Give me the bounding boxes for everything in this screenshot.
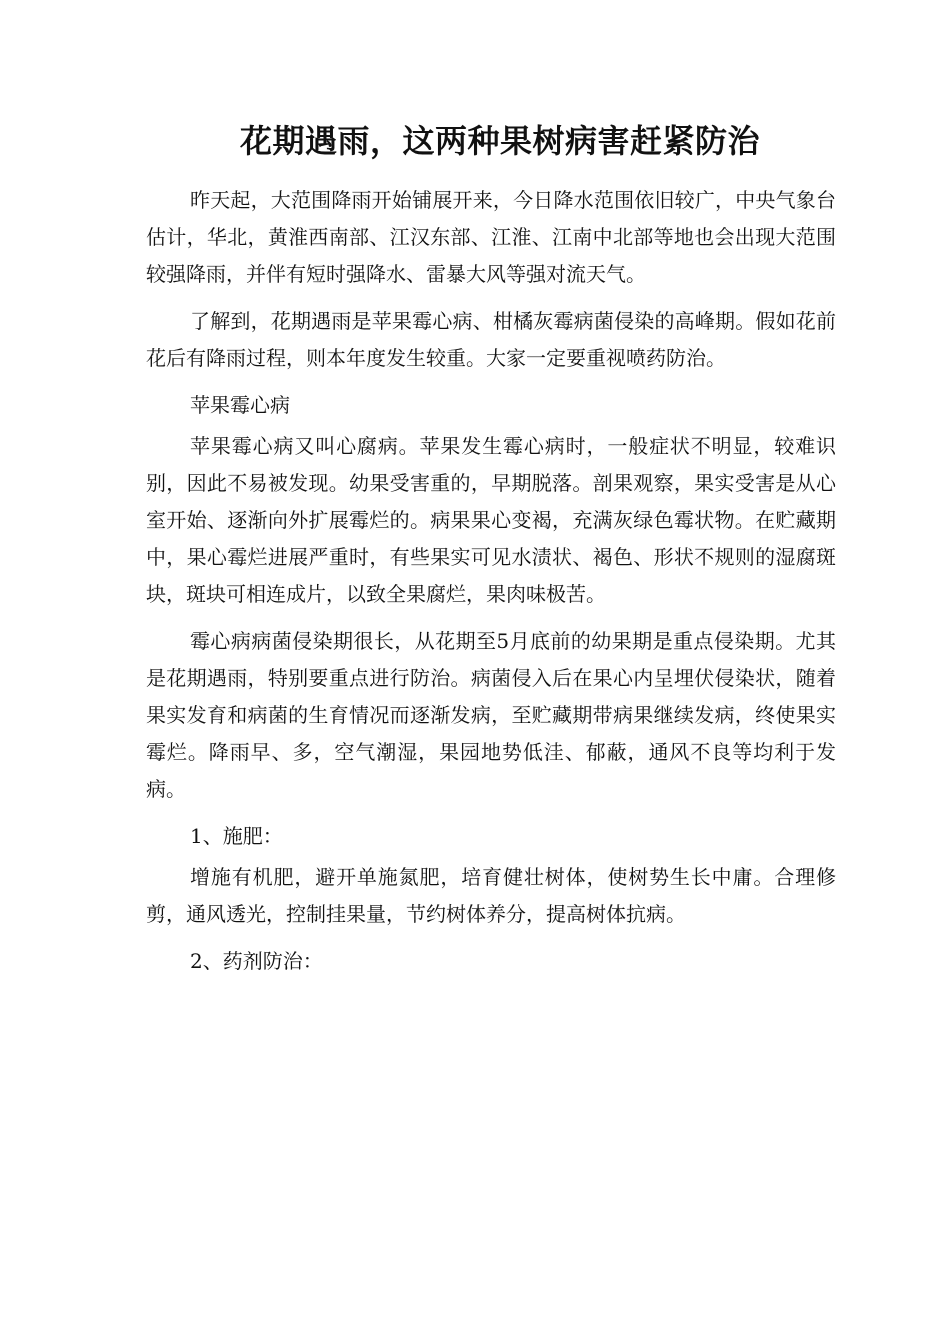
paragraph-symptoms: 苹果霉心病又叫心腐病。苹果发生霉心病时，一般症状不明显，较难识别，因此不易被发现。幼果受害重的，早期脱落。剖果观察，果实受害是从心室开始、逐渐向外扩展霉烂的。病果果心变褐，充满灰绿色霉状物。在贮藏期中，果心霉烂进展严重时，有些果实可见水渍状、褐色、形状不规则的湿腐斑块，斑块可相连成片，以致全果腐烂，果肉味极苦。 [146,434,836,606]
subheading-chemical-control: 2、药剂防治： [190,949,323,973]
paragraph-intro: 了解到，花期遇雨是苹果霉心病、柑橘灰霉病菌侵染的高峰期。假如花前花后有降雨过程，则本年度发生较重。大家一定要重视喷药防治。 [146,309,836,370]
document-body [146,182,836,990]
section-heading-apple-core-rot: 苹果霉心病 [190,393,290,417]
document-title: 花期遇雨，这两种果树病害赶紧防治 [240,122,761,160]
paragraph-infection-period: 霉心病病菌侵染期很长，从花期至5月底前的幼果期是重点侵染期。尤其是花期遇雨，特别要重点进行防治。病菌侵入后在果心内呈埋伏侵染状，随着果实发育和病菌的生育情况而逐渐发病，至贮藏期带病果继续发病，终使果实霉烂。降雨早、多，空气潮湿，果园地势低洼、郁蔽，通风不良等均利于发病。 [146,629,836,801]
paragraph-weather: 昨天起，大范围降雨开始铺展开来，今日降水范围依旧较广，中央气象台估计，华北，黄淮西南部、江汉东部、江淮、江南中北部等地也会出现大范围较强降雨，并伴有短时强降水、雷暴大风等强对流天气。 [146,188,836,286]
paragraph-fertilization: 增施有机肥，避开单施氮肥，培育健壮树体，使树势生长中庸。合理修剪，通风透光，控制挂果量，节约树体养分，提高树体抗病。 [146,865,836,926]
subheading-fertilization: 1、施肥： [190,824,283,848]
